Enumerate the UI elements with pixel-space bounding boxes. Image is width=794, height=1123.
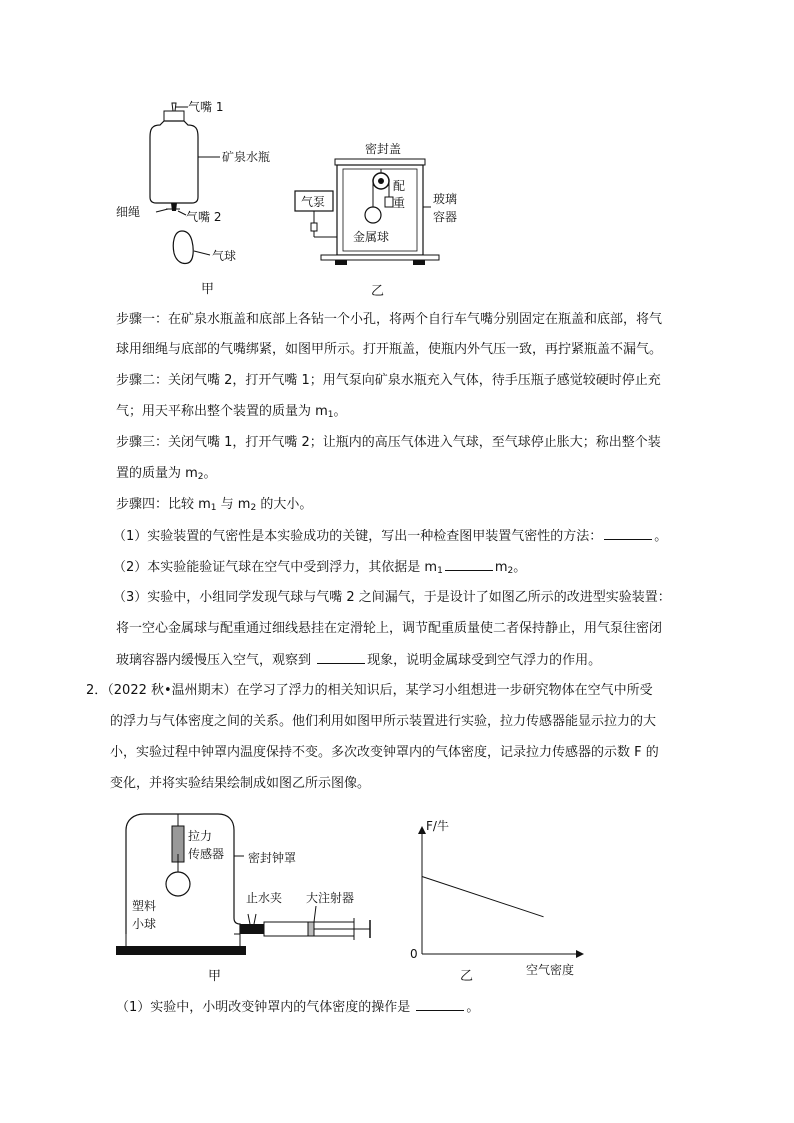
sensor-label-1: 拉力	[188, 829, 213, 843]
lid-label: 密封盖	[365, 142, 402, 156]
step1-line2: 球用细绳与底部的气嘴绑紧，如图甲所示。打开瓶盖，使瓶内外气压一致，再拧紧瓶盖不漏气。	[116, 342, 663, 357]
syringe-pointer	[314, 906, 316, 922]
q1-part3-line1: （3）实验中，小组同学发现气球与气嘴 2 之间漏气，于是设计了如图乙所示的改进型实验装置：	[113, 590, 671, 605]
answer-blank-2[interactable]	[445, 558, 493, 571]
plastic-ball	[166, 872, 190, 896]
bottle-body	[150, 121, 198, 203]
clamp-label: 止水夹	[246, 891, 283, 905]
step4-line: 步骤四：比较 $m_1$ 与 $m_2$ 的大小。	[116, 497, 313, 513]
y-axis-label: F/牛	[426, 819, 449, 833]
nozzle-2-label: 气嘴 2	[186, 210, 222, 224]
pulley-axle	[378, 178, 384, 184]
tube-valve	[311, 223, 317, 231]
answer-blank-4[interactable]	[416, 998, 464, 1011]
fig1-yi-caption: 乙	[371, 284, 385, 299]
q2-part1: （1）实验中，小明改变钟罩内的气体密度的操作是 。	[116, 1000, 480, 1015]
step2-line1: 步骤二：关闭气嘴 2，打开气嘴 1；用气泵向矿泉水瓶充入气体，待手压瓶子感觉较硬时停止充	[116, 373, 661, 388]
q1-part3-line2: 将一空心金属球与配重通过细线悬挂在定滑轮上，调节配重质量使二者保持静止，用气泵往密闭	[116, 621, 663, 636]
balloon-shape	[173, 231, 193, 264]
figure-2-jia	[108, 810, 388, 985]
clamp-shape	[248, 914, 256, 924]
base-plate	[321, 255, 439, 260]
ball-label: 金属球	[353, 230, 390, 244]
outlet-tube	[240, 924, 264, 934]
q1-part1: （1）实验装置的气密性是本实验成功的关键，写出一种检查图甲装置气密性的方法： 。	[113, 529, 668, 544]
rope-pointer	[156, 209, 168, 212]
bottle-cap	[164, 111, 184, 121]
step1-line1: 步骤一：在矿泉水瓶盖和底部上各钻一个小孔，将两个自行车气嘴分别固定在瓶盖和底部，将气	[116, 312, 663, 327]
bottle-label: 矿泉水瓶	[222, 150, 270, 164]
q2-line3: 小，实验过程中钟罩内温度保持不变。多次改变钟罩内的气体密度，记录拉力传感器的示数 F 的	[110, 745, 659, 760]
x-axis-label: 空气密度	[526, 963, 575, 977]
balloon-label: 气球	[212, 249, 237, 263]
weight-label-1: 配	[393, 179, 406, 193]
series-line	[422, 877, 544, 917]
glass-label-2: 容器	[433, 210, 458, 224]
fig2-jia-caption: 甲	[208, 969, 222, 984]
origin-label: 0	[410, 947, 418, 961]
figure-2-yi-chart	[380, 810, 600, 985]
answer-blank-1[interactable]	[604, 527, 652, 540]
counterweight	[385, 197, 393, 207]
q2-line2: 的浮力与气体密度之间的关系。他们利用如图甲所示装置进行实验，拉力传感器能显示拉力的大	[110, 714, 657, 729]
fig1-jia-caption: 甲	[201, 282, 215, 297]
figure-1-jia	[100, 95, 270, 300]
nozzle-1-shape	[172, 103, 176, 111]
weight-label-2: 重	[393, 196, 406, 210]
pump-label: 气泵	[301, 195, 326, 209]
step3-line1: 步骤三：关闭气嘴 1，打开气嘴 2；让瓶内的高压气体进入气球，至气球停止胀大；称出整个装	[116, 435, 661, 450]
ball-label-2: 小球	[132, 917, 157, 931]
q1-part3-line3: 玻璃容器内缓慢压入空气，观察到 现象，说明金属球受到空气浮力的作用。	[116, 653, 602, 668]
syringe-label: 大注射器	[306, 891, 355, 905]
glass-label-1: 玻璃	[433, 192, 458, 206]
balloon-pointer	[194, 251, 210, 255]
syringe-plunger-seal	[308, 922, 314, 936]
sealed-lid	[335, 159, 425, 165]
step2-line2: 气；用天平称出整个装置的质量为 $m_1$。	[116, 404, 347, 420]
base-foot-right	[413, 260, 425, 265]
q1-part2: （2）本实验能验证气球在空气中受到浮力，其依据是 $m_1$ $m_2$。	[113, 560, 527, 576]
nozzle-2-pointer	[178, 211, 186, 215]
jar-base	[116, 946, 246, 955]
sensor-label-2: 传感器	[188, 847, 225, 861]
ball-label-1: 塑料	[132, 899, 157, 913]
nozzle-2-shape	[171, 203, 177, 211]
answer-blank-3[interactable]	[317, 651, 365, 664]
q2-line1: 2．（2022 秋•温州期末）在学习了浮力的相关知识后，某学习小组想进一步研究物体在空气中所受	[86, 683, 653, 698]
step3-line2: 置的质量为 $m_2$。	[116, 466, 217, 482]
base-foot-left	[335, 260, 347, 265]
metal-ball	[365, 207, 381, 223]
bell-label: 密封钟罩	[248, 851, 297, 865]
rope-label: 细绳	[116, 205, 141, 219]
nozzle-1-label: 气嘴 1	[188, 100, 224, 114]
q2-line4: 变化，并将实验结果绘制成如图乙所示图像。	[110, 776, 371, 791]
figure-1-yi	[285, 135, 485, 300]
chart-caption: 乙	[460, 969, 474, 984]
